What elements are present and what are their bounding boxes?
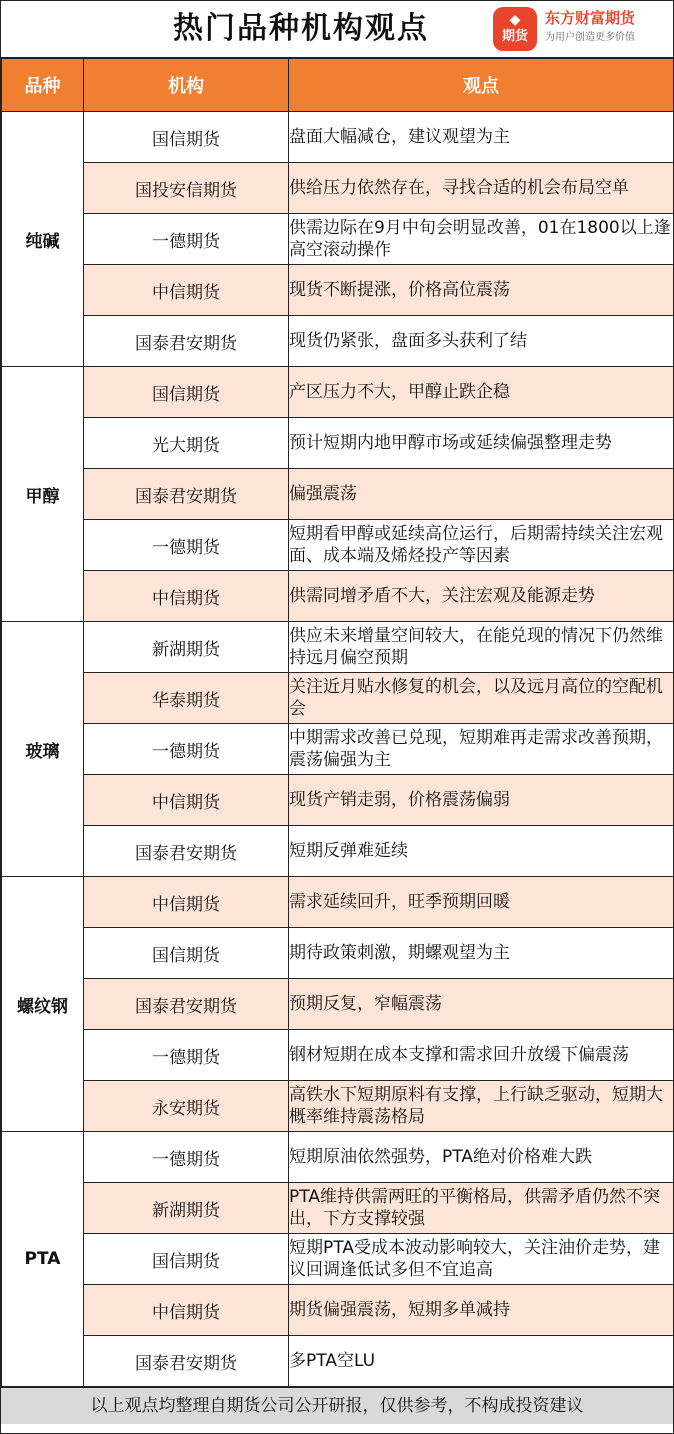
institution-cell: 国信期货 [84,112,289,163]
view-cell: 供应未来增量空间较大，在能兑现的情况下仍然维持远月偏空预期 [289,622,674,673]
column-header-institution: 机构 [84,59,289,112]
institution-cell: 中信期货 [84,265,289,316]
table-row [2,1285,674,1336]
table-row [2,724,674,775]
table-row [2,775,674,826]
institution-cell: 中信期货 [84,775,289,826]
category-cell: 玻璃 [2,622,84,877]
view-cell: 供给压力依然存在，寻找合适的机会布局空单 [289,163,674,214]
institution-cell: 中信期货 [84,571,289,622]
institution-cell: 国泰君安期货 [84,826,289,877]
institution-cell: 新湖期货 [84,622,289,673]
view-cell: 期货偏强震荡，短期多单减持 [289,1285,674,1336]
category-cell: 纯碱 [2,112,84,367]
table-row [2,1030,674,1081]
table-row [2,1336,674,1387]
view-cell: 需求延续回升，旺季预期回暖 [289,877,674,928]
table-row [2,928,674,979]
institution-cell: 新湖期货 [84,1183,289,1234]
institution-cell: 一德期货 [84,1030,289,1081]
institution-cell: 一德期货 [84,214,289,265]
institution-cell: 一德期货 [84,724,289,775]
institution-cell: 一德期货 [84,1132,289,1183]
view-cell: 现货不断提涨，价格高位震荡 [289,265,674,316]
institution-cell: 国投安信期货 [84,163,289,214]
view-cell: 高铁水下短期原料有支撑，上行缺乏驱动，短期大概率维持震荡格局 [289,1081,674,1132]
table-row [2,673,674,724]
table-row [2,826,674,877]
table-row [2,367,674,418]
view-cell: 偏强震荡 [289,469,674,520]
table-row [2,265,674,316]
institution-cell: 华泰期货 [84,673,289,724]
disclaimer-footer: 以上观点均整理自期货公司公开研报，仅供参考，不构成投资建议 [1,1387,673,1424]
institution-cell: 国泰君安期货 [84,979,289,1030]
column-header-view: 观点 [289,59,674,112]
view-cell: 钢材短期在成本支撑和需求回升放缓下偏震荡 [289,1030,674,1081]
brand-icon [493,7,537,51]
table-row [2,877,674,928]
institution-cell: 中信期货 [84,1285,289,1336]
institution-cell: 光大期货 [84,418,289,469]
institution-cell: 国泰君安期货 [84,469,289,520]
view-cell: 短期反弹难延续 [289,826,674,877]
category-cell: 螺纹钢 [2,877,84,1132]
brand-icon-text: 期货 [501,29,528,44]
table-row [2,214,674,265]
institution-cell: 国泰君安期货 [84,1336,289,1387]
title-bar [1,1,673,58]
brand-name: 东方财富期货 [545,9,636,27]
table-row [2,1132,674,1183]
table-row [2,163,674,214]
institution-cell: 中信期货 [84,877,289,928]
column-header-category: 品种 [2,59,84,112]
table-row [2,979,674,1030]
institution-cell: 国信期货 [84,367,289,418]
view-cell: 预期反复，窄幅震荡 [289,979,674,1030]
view-cell: 供需边际在9月中旬会明显改善，01在1800以上逢高空滚动操作 [289,214,674,265]
view-cell: 盘面大幅减仓，建议观望为主 [289,112,674,163]
table-row [2,112,674,163]
institution-cell: 国信期货 [84,1234,289,1285]
view-cell: 中期需求改善已兑现，短期难再走需求改善预期，震荡偏强为主 [289,724,674,775]
table-body [2,112,674,1387]
view-cell: 现货仍紧张，盘面多头获利了结 [289,316,674,367]
table-row [2,1081,674,1132]
view-cell: 关注近月贴水修复的机会，以及远月高位的空配机会 [289,673,674,724]
view-cell: 供需同增矛盾不大，关注宏观及能源走势 [289,571,674,622]
table-row [2,316,674,367]
table-row [2,622,674,673]
table-row [2,1234,674,1285]
view-cell: 预计短期内地甲醇市场或延续偏强整理走势 [289,418,674,469]
table-row [2,571,674,622]
table-header-row [2,59,674,112]
view-cell: 产区压力不大，甲醇止跌企稳 [289,367,674,418]
institution-cell: 永安期货 [84,1081,289,1132]
institution-cell: 国信期货 [84,928,289,979]
view-cell: 短期看甲醇或延续高位运行，后期需持续关注宏观面、成本端及烯烃投产等因素 [289,520,674,571]
category-cell: 甲醇 [2,367,84,622]
view-cell: 现货产销走弱，价格震荡偏弱 [289,775,674,826]
view-cell: 短期PTA受成本波动影响较大，关注油价走势，建议回调逢低试多但不宜追高 [289,1234,674,1285]
institution-cell: 国泰君安期货 [84,316,289,367]
view-cell: 期待政策刺激，期螺观望为主 [289,928,674,979]
page-title: 热门品种机构观点 [173,11,429,46]
brand-slogan: 为用户创造更多价值 [545,32,635,43]
institution-cell: 一德期货 [84,520,289,571]
table-row [2,520,674,571]
category-cell: PTA [2,1132,84,1387]
table-row [2,469,674,520]
shopping-bag-icon: ◆ [509,12,521,28]
brand-logo [493,7,663,51]
view-cell: 多PTA空LU [289,1336,674,1387]
view-cell: PTA维持供需两旺的平衡格局，供需矛盾仍然不突出，下方支撑较强 [289,1183,674,1234]
view-cell: 短期原油依然强势，PTA绝对价格难大跌 [289,1132,674,1183]
table-row [2,418,674,469]
table-row [2,1183,674,1234]
opinions-table [1,58,674,1387]
